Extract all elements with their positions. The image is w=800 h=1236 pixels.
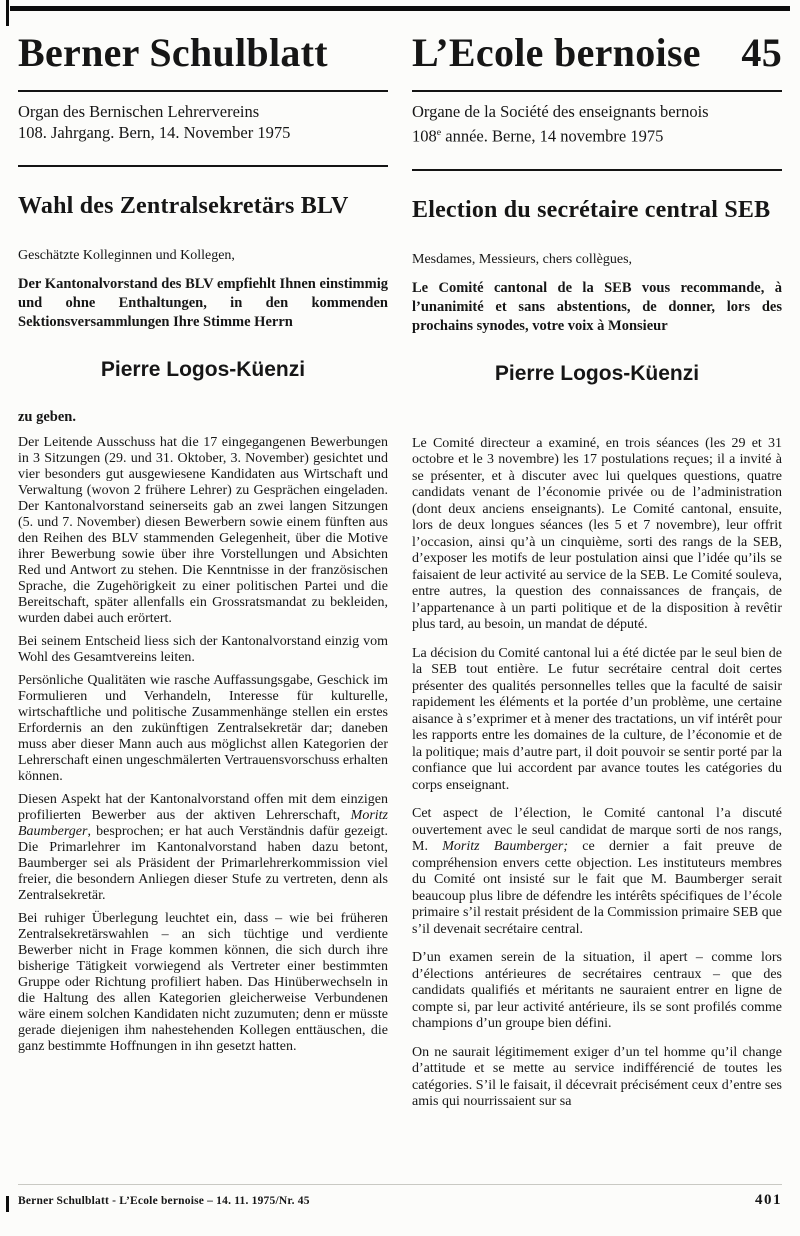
paragraph: Persönliche Qualitäten wie rasche Auffassungsgabe, Geschick im Formulieren und Verhandeln, Interesse für kulturelle, wirtschaftliche und politische Zusammenhänge stellen ein erstes Erfordernis an den zukünftigen Zentralsekretär dar; daneben muss aber dieser Mann auch aus möglichst allen Kategorien der Lehrerschaft einen ungeschmälerten Vertrauensvorschuss erhalten können. — [18, 673, 388, 784]
top-rule — [10, 6, 790, 11]
organ-line-de: Organ des Bernischen Lehrervereins — [18, 102, 260, 121]
masthead-title-fr — [412, 30, 782, 76]
paragraph: La décision du Comité cantonal lui a été dictée par le seul bien de la SEB tout entière. Le futur secrétaire central doit certes présenter des qualités personnelles telles que la faculté de saisir rapidement les éléments et la portée d’un problème, une certaine aisance à s’exprimer et à mener des tractations, un vif intérêt pour les rapports entre les domaines de la culture, de l’économie et de la politique; mais d’autre part, il doit pouvoir se sentir porté par la confiance que lui accordent par avance toutes les catégories du corps enseignant. — [412, 645, 782, 793]
issue-line-fr — [412, 122, 782, 147]
page-footer — [18, 1184, 782, 1209]
paragraph: Le Comité directeur a examiné, en trois séances (les 29 et 31 octobre et le 3 novembre) les 17 postulations reçues; il a invité à se présenter, et à discuter avec lui quelques questions, quatre candidats venant de l’économie privée ou de l’administration (dont deux anciens enseignants). Le Comité cantonal, ensuite, lors de deux longues séances (les 5 et 7 novembre), leur offrit l’occasion, ainsi qu’à un cinquième, sorti des rangs de la SEB, d’exposer les motifs de leur postulation ainsi que l’idée qu’ils se faisaient de leur activité au service de la SEB. Le Comité souleva, entre autres, la question des connaissances de français, de l’appartenance à un parti politique et de la disposition à revêtir plus tard, au besoin, un mandat de député. — [412, 435, 782, 632]
candidate-name-fr: Pierre Logos-Küenzi — [494, 361, 700, 385]
person-name-emphasis: Moritz Baumberger — [18, 808, 388, 839]
page-number: 401 — [755, 1192, 782, 1208]
salutation-de: Geschätzte Kolleginnen und Kollegen, — [18, 248, 235, 263]
issue-date: année. Berne, 14 novembre 1975 — [441, 126, 664, 146]
article-body-fr — [412, 436, 782, 1111]
paragraph: D’un examen serein de la situation, il apert – comme lors d’élections antérieures de secrétaires centraux – que des candidats qualifiés et méritants ne sauraient entrer en ligne de compte si, par leur activité antérieure, ils se sont profilés comme champions d’un groupe bien défini. — [412, 950, 782, 1031]
issue-line-de: 108. Jahrgang. Bern, 14. November 1975 — [18, 123, 291, 142]
ordinal-superscript: e — [436, 127, 442, 138]
paragraph-segment: , besprochen; er hat auch Verständnis dafür gezeigt. Die Primarlehrer im Kantonalvorstand haben dazu betont, Baumberger sei als Präsident der Primarlehrerkommission viel freier, die besondern Anliegen dieser Stufe zu vertreten, denn als Zentralsekretär. — [18, 824, 388, 903]
registration-mark-bottom — [6, 1196, 9, 1212]
paragraph-segment: Diesen Aspekt hat der Kantonalvorstand offen mit dem einzigen profilierten Bewerber aus der aktiven Lehrerschaft, — [18, 792, 388, 823]
paragraph: Der Leitende Ausschuss hat die 17 eingegangenen Bewerbungen in 3 Sitzungen (29. und 31. Oktober, 3. November) gesichtet und vier besonders gut ausgewiesene Kandidaten aus Wirtschaft und Verwaltung (wovon 2 frühere Lehrer) zu Gesprächen eingeladen. Der Kantonalvorstand seinerseits gab an zwei langen Sitzungen (5. und 7. November) diesen Bewerbern sowie einem fünften aus den Reihen des BLV stammenden Gelegenheit, über die Motive ihrer Bewerbung sowie über ihre Vorstellungen und Absichten Red und Antwort zu stehen. Die Kenntnisse in der französischen Sprache, die Zugehörigkeit zu einer politischen Partei und die Bereitschaft, später allenfalls ein Grossratsmandat zu bekleiden, wurden dabei auch erörtert. — [18, 435, 388, 626]
german-column — [18, 26, 388, 1123]
lead-end-de: zu geben. — [18, 409, 76, 425]
masthead-title-de: Berner Schulblatt — [18, 30, 328, 75]
article-body-de — [18, 435, 388, 1055]
masthead-de — [18, 30, 388, 167]
masthead-title-text: L’Ecole bernoise — [412, 30, 701, 75]
paragraph: Bei seinem Entscheid liess sich der Kantonalvorstand einzig vom Wohl des Gesamtvereins leiten. — [18, 634, 388, 665]
footer-citation: Berner Schulblatt - L’Ecole bernoise – 14. 11. 1975/Nr. 45 — [18, 1195, 310, 1207]
masthead-fr — [412, 30, 782, 171]
registration-mark-top — [6, 0, 9, 26]
lead-paragraph-de: Der Kantonalvorstand des BLV empfiehlt Ihnen einstimmig und ohne Enthaltungen, in den kommenden Sektionsversammlungen Ihre Stimme Herrn — [18, 276, 388, 330]
masthead-divider — [18, 90, 388, 92]
organ-line-fr: Organe de la Société des enseignants bernois — [412, 102, 709, 121]
person-name-emphasis: Moritz Baumberger; — [442, 839, 569, 854]
header-divider — [412, 169, 782, 171]
salutation-fr: Mesdames, Messieurs, chers collègues, — [412, 251, 633, 267]
header-divider — [18, 165, 388, 167]
article-title-de: Wahl des Zentralsekretärs BLV — [18, 193, 349, 219]
french-column — [412, 26, 782, 1123]
candidate-name-de: Pierre Logos-Küenzi — [100, 358, 306, 381]
paragraph: On ne saurait légitimement exiger d’un tel homme qu’il change d’attitude et se mette au service indifférencié de toutes les catégories. S’il le faisait, il décevrait précisément ceux d’entre ses amis qui nourrissaient sur sa — [412, 1044, 782, 1109]
issue-year: 108 — [412, 126, 437, 146]
paragraph — [18, 792, 388, 904]
lead-paragraph-fr: Le Comité cantonal de la SEB vous recommande, à l’unanimité et sans abstentions, de donner, lors des prochains synodes, votre voix à Monsieur — [412, 279, 782, 334]
paragraph: Bei ruhiger Überlegung leuchtet ein, dass – wie bei früheren Zentralsekretärswahlen – an sich tüchtige und verdiente Bewerber nicht in Frage kommen können, die sich durch ihre bisherige Tätigkeit vorwiegend als Vertreter einer bestimmten Gruppe oder Richtung profiliert haben. Das Hinüberwechseln in die Haltung des allen Kategorien gleicherweise Verbundenen wäre einem solchen Kandidaten nicht zuzumuten; denn er müsste gerade diejenigen ihm nahestehenden Kollegen enttäuschen, die ganz bestimmte Hoffnungen in ihn gesetzt hatten. — [18, 911, 388, 1054]
issue-number: 45 — [741, 30, 782, 75]
paragraph — [412, 806, 782, 938]
article-title-fr: Election du secrétaire central SEB — [412, 196, 771, 223]
paragraph-segment: ce dernier a fait preuve de compréhension envers cette objection. Les instituteurs membres du Comité ont insisté sur le fait que M. Baumberger serait beaucoup plus libre de défendre les intérêts spécifiques de l’école primaire s’il restait président de la Commission primaire SEB que s’il devenait secrétaire central. — [412, 839, 783, 937]
paragraph-segment: Cet aspect de l’élection, le Comité cantonal l’a discuté ouvertement avec le seul candidat de marque sorti de nos rangs, M. — [412, 806, 782, 854]
masthead-divider — [412, 90, 782, 92]
